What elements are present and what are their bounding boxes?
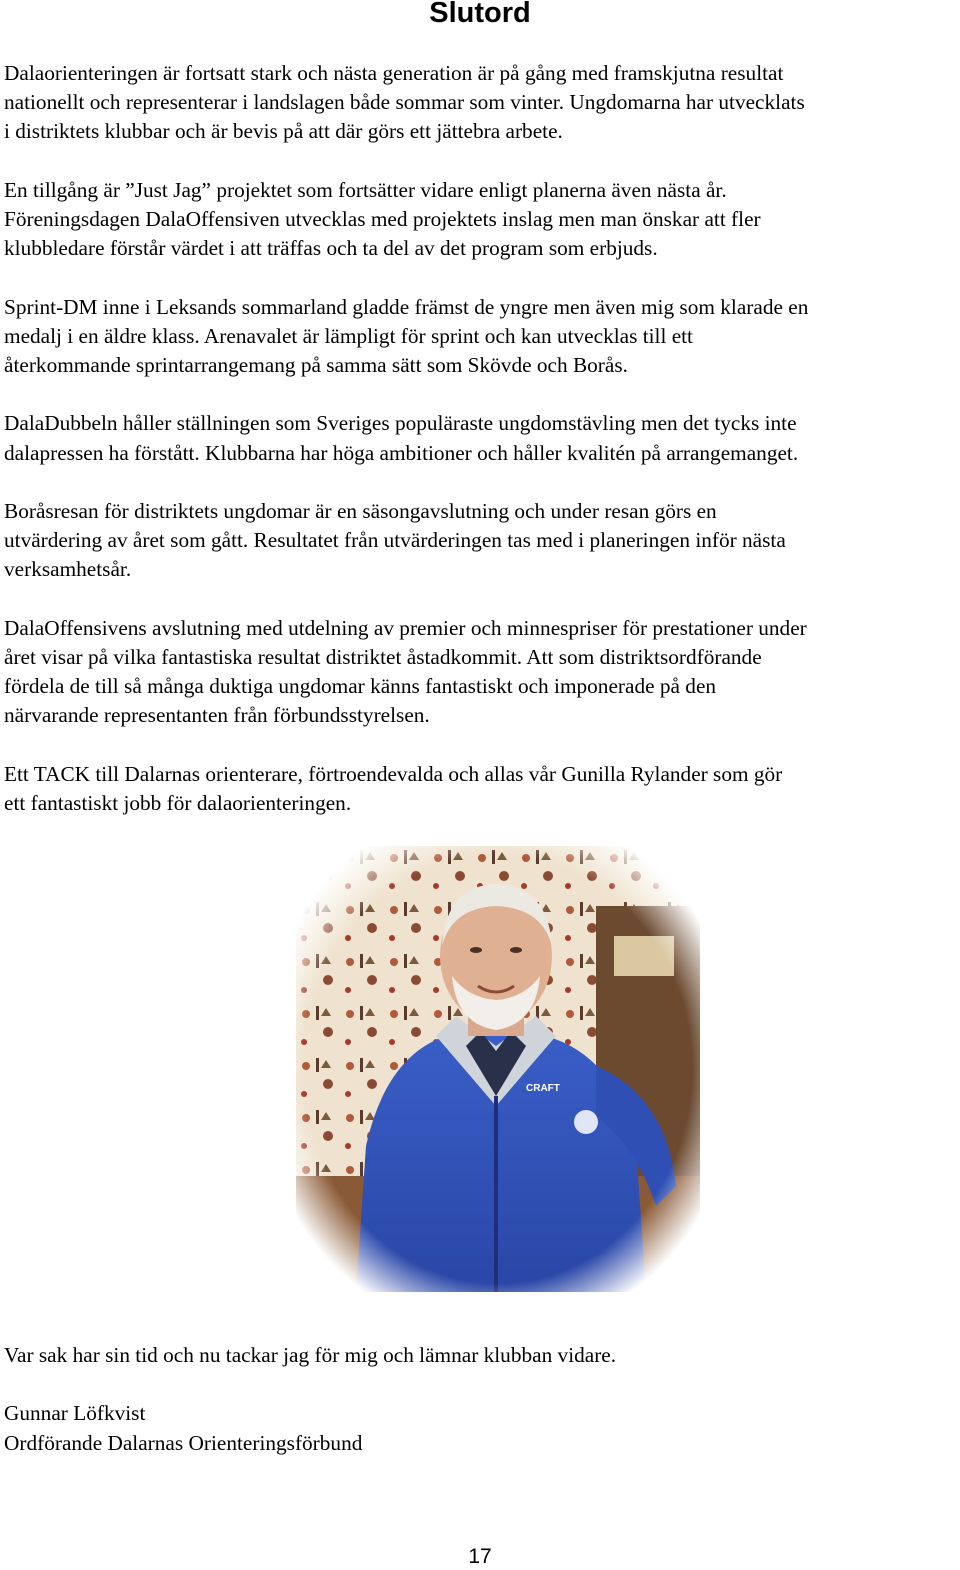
text-line: fördela de till så många duktiga ungdomar känns fantastiskt och imponerade på den bbox=[4, 674, 717, 699]
text-line: Boråsresan för distriktets ungdomar är en säsongavslutning och under resan görs en bbox=[4, 498, 717, 523]
text-line: återkommande sprintarrangemang på samma sätt som Skövde och Borås. bbox=[4, 353, 628, 377]
text-line: Var sak har sin tid och nu tackar jag för mig och lämnar klubban vidare. bbox=[4, 1343, 617, 1367]
signature-title: Ordförande Dalarnas Orienteringsförbund bbox=[4, 1430, 363, 1455]
paragraph-borasresan bbox=[4, 497, 960, 585]
text-line: Dalaorienteringen är fortsatt stark och nästa generation är på gång med framskjutna resultat bbox=[4, 61, 784, 85]
paragraph-daladubbeln bbox=[4, 409, 960, 467]
paragraph-tack bbox=[4, 760, 960, 818]
portrait-photo bbox=[296, 846, 700, 1292]
text-line: Sprint-DM inne i Leksands sommarland gladde främst de yngre men även mig som klarade en bbox=[4, 294, 809, 319]
text-line: dalapressen ha förstått. Klubbarna har höga ambitioner och håller kvalitén på arrangemanget. bbox=[4, 440, 799, 465]
page-number: 17 bbox=[468, 1545, 492, 1568]
text-line: utvärdering av året som gått. Resultatet från utvärderingen tas med i planeringen inför nästa bbox=[4, 528, 786, 553]
text-line: i distriktets klubbar och är bevis på att där görs ett jättebra arbete. bbox=[4, 119, 563, 144]
signature bbox=[4, 1399, 960, 1457]
portrait-illustration bbox=[296, 846, 700, 1292]
text-line: medalj i en äldre klass. Arenavalet är lämpligt för sprint och kan utvecklas till ett bbox=[4, 323, 693, 348]
paragraph-sprint-dm bbox=[4, 293, 960, 381]
text-line: närvarande representanten från förbundsstyrelsen. bbox=[4, 703, 430, 728]
signature-name: Gunnar Löfkvist bbox=[4, 1401, 146, 1426]
text-line: En tillgång är ”Just Jag” projektet som fortsätter vidare enligt planerna även nästa år. bbox=[4, 177, 727, 202]
text-line: klubbledare förstår värdet i att träffas och ta del av det program som erbjuds. bbox=[4, 236, 658, 261]
text-line: nationellt och representerar i landslagen både sommar som vinter. Ungdomarna har utvecklats bbox=[4, 90, 805, 115]
paragraph-avslutning bbox=[4, 614, 960, 731]
paragraph-intro bbox=[4, 59, 960, 147]
farewell-text bbox=[4, 1341, 960, 1370]
paragraph-just-jag bbox=[4, 176, 960, 264]
text-line: ett fantastiskt jobb för dalaorienteringen. bbox=[4, 790, 352, 815]
text-line: Föreningsdagen DalaOffensiven utvecklas med projektets inslag men man önskar att fler bbox=[4, 207, 761, 231]
text-line: DalaDubbeln håller ställningen som Sveriges populäraste ungdomstävling men det tycks inte bbox=[4, 411, 797, 436]
closing-section bbox=[4, 1341, 960, 1487]
text-line: DalaOffensivens avslutning med utdelning av premier och minnespriser för prestationer under bbox=[4, 615, 807, 640]
text-line: verksamhetsår. bbox=[4, 557, 132, 582]
text-line: Ett TACK till Dalarnas orienterare, förtroendevalda och allas vår Gunilla Rylander som gör bbox=[4, 761, 783, 786]
text-line: året visar på vilka fantastiska resultat distriktet åstadkommit. Att som distriktsordförande bbox=[4, 644, 762, 669]
page-title: Slutord bbox=[429, 0, 531, 29]
body-text bbox=[4, 59, 960, 847]
